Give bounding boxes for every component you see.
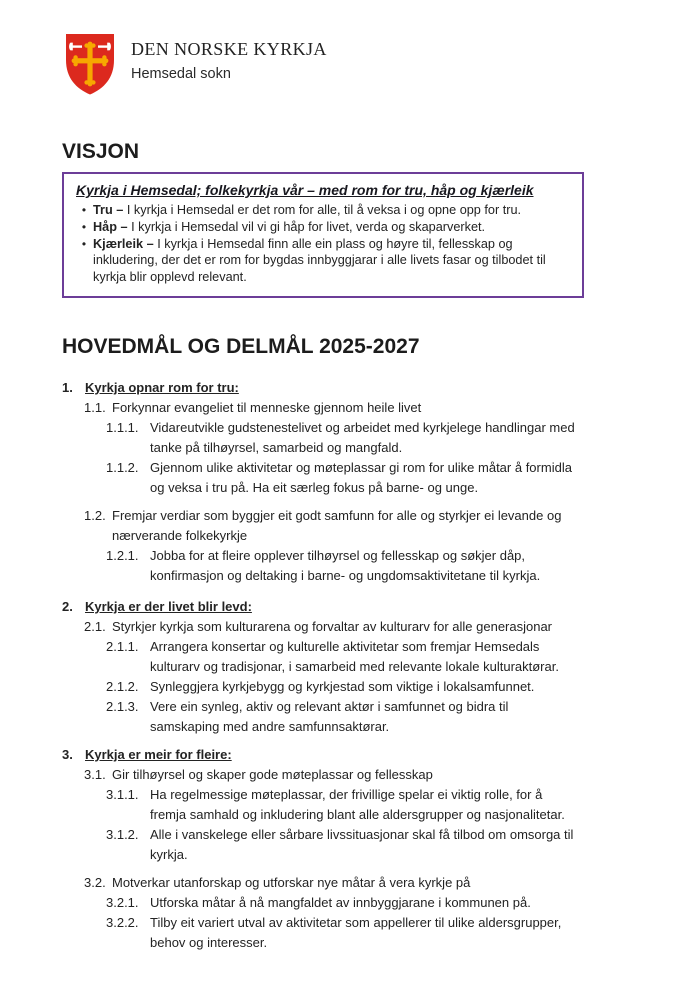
item-number: 2.1.1.: [106, 639, 139, 654]
item-number: 3.1.2.: [106, 827, 139, 842]
organization-name: DEN NORSKE KYRKJA: [131, 39, 327, 59]
item-number: 1.1.2.: [106, 460, 139, 475]
header-text: [131, 32, 327, 83]
vision-text: I kyrkja i Hemsedal finn alle ein plass og høyre til, fellesskap og inkludering, der det er rom for bygdas innbyggjarar i alle livets fasar og tilbodet til kyrkja blir opplevd relevant.: [93, 236, 546, 285]
goals-heading: HOVEDMÅL OG DELMÅL 2025-2027: [62, 335, 420, 358]
subgoal-1-2-row: [84, 506, 602, 546]
item-text: Utforska måtar å nå mangfaldet av innbyggjarane i kommunen på.: [150, 895, 531, 910]
vision-text: I kyrkja i Hemsedal er det rom for alle, til å veksa i og opne opp for tru.: [126, 203, 522, 217]
item-number: 3.1.1.: [106, 787, 139, 802]
vision-bullet-list: [75, 202, 570, 286]
vision-term: Kjærleik –: [93, 236, 154, 251]
item-3-1-2-row: [106, 825, 602, 865]
subgoal-text: Forkynnar evangeliet til menneske gjennom heile livet: [112, 400, 422, 415]
item-1-2-1-row: [106, 546, 602, 586]
item-number: 1.1.1.: [106, 420, 139, 435]
item-1-1-1-row: [106, 418, 602, 458]
subgoal-number: 1.1.: [84, 400, 106, 415]
subgoal-1-1-row: [84, 398, 602, 418]
item-text: Alle i vanskelege eller sårbare livssituasjonar skal få tilbod om omsorga til kyrkja.: [150, 827, 574, 862]
item-text: Vere ein synleg, aktiv og relevant aktør i samfunnet og bidra til samskaping med andre samfunnsaktørar.: [150, 699, 509, 734]
goal-title: Kyrkja er meir for fleire:: [85, 747, 232, 762]
vision-bullet-hap: [75, 219, 570, 236]
church-of-norway-crest-icon: [63, 32, 117, 96]
item-3-2-1-row: [106, 893, 602, 913]
bullet-icon: •: [81, 236, 87, 251]
item-number: 2.1.2.: [106, 679, 139, 694]
vision-statement: Kyrkja i Hemsedal; folkekyrkja vår – med rom for tru, håp og kjærleik: [76, 182, 534, 198]
goal-3-title-row: [62, 745, 602, 765]
subgoal-3-1-row: [84, 765, 602, 785]
vision-heading: VISJON: [62, 140, 140, 163]
document-header: [63, 32, 327, 96]
subgoal-number: 1.2.: [84, 508, 106, 523]
vision-term: Tru –: [93, 203, 124, 217]
item-text: Vidareutvikle gudstenestelivet og arbeidet med kyrkjelege handlingar med tanke på tilhøyrsel, samarbeid og mangfald.: [150, 420, 575, 455]
goal-number: 3.: [62, 747, 73, 762]
item-text: Gjennom ulike aktivitetar og møteplassar gi rom for ulike måtar å formidla og veksa i tru på. Ha eit særleg fokus på barne- og unge.: [150, 460, 572, 495]
goal-number: 1.: [62, 380, 73, 395]
goals-list: [62, 378, 602, 953]
subgoal-text: Styrkjer kyrkja som kulturarena og forvaltar av kulturarv for alle generasjonar: [112, 619, 553, 634]
bullet-icon: •: [81, 203, 87, 217]
vision-bullet-tru: [75, 202, 570, 219]
vision-bullet-kjaerleik: [75, 236, 570, 286]
item-text: Arrangera konsertar og kulturelle aktivitetar som fremjar Hemsedals kulturarv og tradisjonar, i samarbeid med relevante lokale kulturaktørar.: [150, 639, 559, 674]
goal-1-title-row: [62, 378, 602, 398]
goal-title: Kyrkja opnar rom for tru:: [85, 380, 239, 395]
item-text: Synleggjera kyrkjebygg og kyrkjestad som viktige i lokalsamfunnet.: [150, 679, 535, 694]
item-text: Jobba for at fleire opplever tilhøyrsel og fellesskap og søkjer dåp, konfirmasjon og deltaking i barne- og ungdomsaktivitetane til kyrkja.: [150, 548, 541, 583]
goal-number: 2.: [62, 599, 73, 614]
item-text: Tilby eit variert utval av aktivitetar som appellerer til ulike aldersgrupper, behov og interesser.: [150, 915, 562, 950]
vision-box: [62, 172, 584, 298]
vision-text: I kyrkja i Hemsedal vil vi gi håp for livet, verda og skaparverket.: [131, 219, 486, 234]
parish-name: Hemsedal sokn: [131, 66, 231, 82]
vision-term: Håp –: [93, 219, 128, 234]
subgoal-number: 2.1.: [84, 619, 106, 634]
item-3-1-1-row: [106, 785, 602, 825]
item-text: Ha regelmessige møteplassar, der frivillige spelar ei viktig rolle, for å fremja samhald og inkludering blant alle aldersgrupper og nasjonalitetar.: [150, 787, 565, 822]
goal-2-title-row: [62, 597, 602, 617]
item-number: 2.1.3.: [106, 699, 139, 714]
subgoal-text: Fremjar verdiar som byggjer eit godt samfunn for alle og styrkjer ei levande og nærverande folkekyrkje: [112, 508, 562, 543]
subgoal-2-1-row: [84, 617, 602, 637]
subgoal-text: Gir tilhøyrsel og skaper gode møteplassar og fellesskap: [112, 767, 433, 782]
item-2-1-3-row: [106, 697, 602, 737]
subgoal-text: Motverkar utanforskap og utforskar nye måtar å vera kyrkje på: [112, 875, 471, 890]
subgoal-3-2-row: [84, 873, 602, 893]
item-1-1-2-row: [106, 458, 602, 498]
item-3-2-2-row: [106, 913, 602, 953]
item-number: 3.2.1.: [106, 895, 139, 910]
item-number: 3.2.2.: [106, 915, 139, 930]
item-2-1-1-row: [106, 637, 602, 677]
goal-title: Kyrkja er der livet blir levd:: [85, 599, 252, 614]
subgoal-number: 3.2.: [84, 875, 106, 890]
item-2-1-2-row: [106, 677, 602, 697]
item-number: 1.2.1.: [106, 548, 139, 563]
subgoal-number: 3.1.: [84, 767, 106, 782]
bullet-icon: •: [81, 219, 87, 234]
